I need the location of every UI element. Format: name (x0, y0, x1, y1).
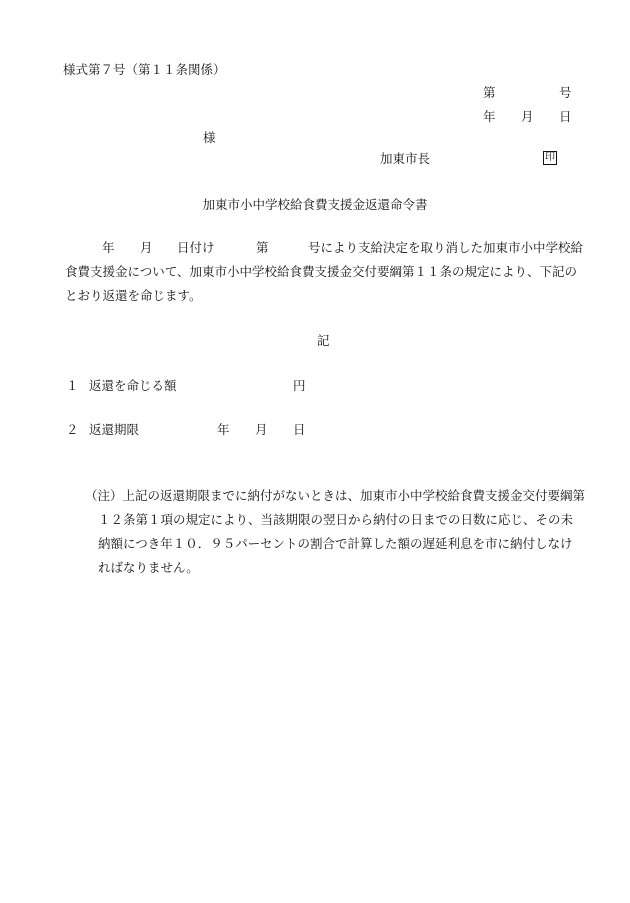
seal-char: 印 (545, 152, 555, 163)
body-line3: とおり返還を命じます。 (65, 288, 202, 303)
header-year: 年 (483, 109, 496, 124)
issuer-name: 加東市長 (380, 151, 431, 166)
note-line4: ればなりません。 (98, 560, 199, 575)
body-line1-rest: 号により支給決定を取り消した加東市小中学校給 (308, 240, 584, 255)
header-month: 月 (521, 109, 534, 124)
item2-number: ２ (66, 422, 79, 437)
header-dai: 第 (483, 85, 496, 100)
body-dai: 第 (256, 240, 269, 255)
note-line3: 納額につき年１０．９５パーセントの割合で計算した額の遅延利息を市に納付しなけ (98, 536, 573, 551)
body-day: 日付け (177, 240, 215, 255)
form-label: 様式第７号（第１１条関係） (63, 62, 226, 77)
item2-day: 日 (293, 422, 306, 437)
body-month: 月 (140, 240, 153, 255)
addressee-suffix: 様 (203, 130, 216, 145)
ki-heading: 記 (317, 333, 330, 348)
note-line1: （注）上記の返還期限までに納付がないときは、加東市小中学校給食費支援金交付要綱第 (85, 488, 586, 503)
item1-unit: 円 (293, 378, 306, 393)
header-go: 号 (559, 85, 572, 100)
item1-label: 返還を命じる額 (89, 378, 177, 393)
header-day: 日 (559, 109, 572, 124)
document-title: 加東市小中学校給食費支援金返還命令書 (202, 197, 428, 212)
body-line2: 食費支援金について、加東市小中学校給食費支援金交付要綱第１１条の規定により、下記の (65, 264, 578, 279)
item1-number: １ (66, 378, 79, 393)
item2-year: 年 (217, 422, 230, 437)
body-year: 年 (102, 240, 115, 255)
item2-month: 月 (255, 422, 268, 437)
item2-label: 返還期限 (89, 422, 140, 437)
note-line2: １２条第１項の規定により、当該期限の翌日から納付の日までの日数に応じ、その未 (98, 512, 574, 527)
